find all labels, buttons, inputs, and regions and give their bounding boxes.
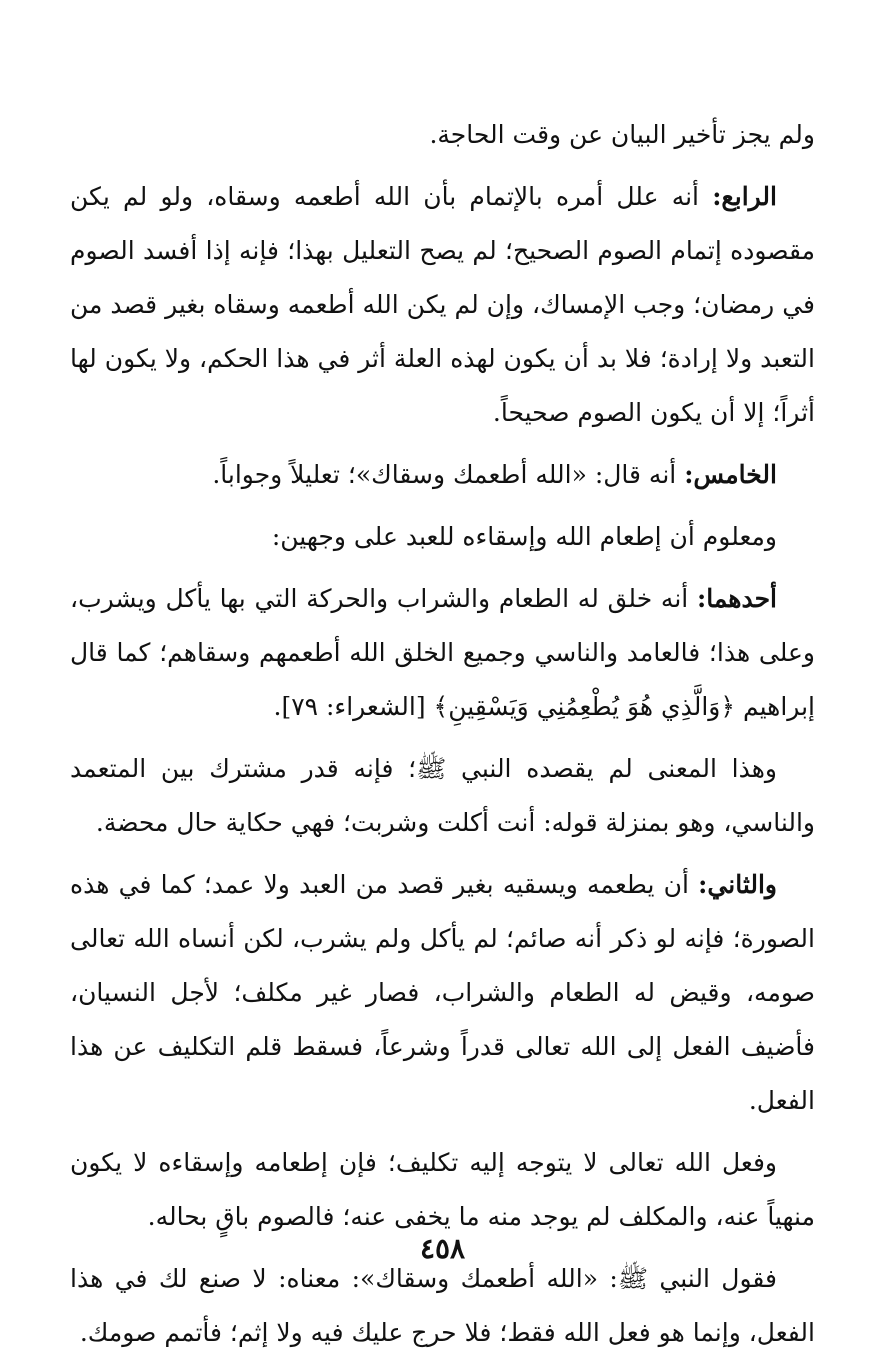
page-number: ٤٥٨ — [419, 1232, 466, 1265]
paragraph-2 — [70, 170, 815, 440]
paragraph-5-text: أنه خلق له الطعام والشراب والحركة التي بها يأكل ويشرب، وعلى هذا؛ فالعامد والناسي وجميع الخلق الله أطعمهم وسقاهم؛ كما قال إبراهيم ﴿وَالَّذِي هُوَ يُطْعِمُنِي وَيَسْقِينِ﴾ [الشعراء: ٧٩]. — [70, 584, 815, 721]
paragraph-9-text: فقول النبي ﷺ: «الله أطعمك وسقاك»: معناه: لا صنع لك في هذا الفعل، وإنما هو فعل الله فقط؛ فلا حرج عليك فيه ولا إثم؛ فأتمم صومك. — [70, 1264, 815, 1347]
paragraph-7-lead: والثاني: — [698, 870, 777, 899]
paragraph-1 — [70, 108, 815, 162]
paragraph-2-text: أنه علل أمره بالإتمام بأن الله أطعمه وسقاه، ولو لم يكن مقصوده إتمام الصوم الصحيح؛ لم يصح التعليل بهذا؛ فإنه إذا أفسد الصوم في رمضان؛ وجب الإمساك، وإن لم يكن الله أطعمه وسقاه بغير قصد من التعبد ولا إرادة؛ فلا بد أن يكون لهذه العلة أثر في هذا الحكم، ولا يكون لها أثراً؛ إلا أن يكون الصوم صحيحاً. — [70, 182, 815, 427]
paragraph-3-text: أنه قال: «الله أطعمك وسقاك»؛ تعليلاً وجواباً. — [212, 460, 685, 489]
paragraph-8-text: وفعل الله تعالى لا يتوجه إليه تكليف؛ فإن إطعامه وإسقاءه لا يكون منهياً عنه، والمكلف لم يوجد منه ما يخفى عنه؛ فالصوم باقٍ بحاله. — [70, 1148, 815, 1231]
paragraph-4 — [70, 510, 815, 564]
paragraph-5-lead: أحدهما: — [696, 584, 777, 613]
paragraph-6 — [70, 742, 815, 850]
paragraph-6-text: وهذا المعنى لم يقصده النبي ﷺ؛ فإنه قدر مشترك بين المتعمد والناسي، وهو بمنزلة قوله: أنت أكلت وشربت؛ فهي حكاية حال محضة. — [70, 754, 815, 837]
paragraph-9 — [70, 1252, 815, 1360]
paragraph-7 — [70, 858, 815, 1128]
paragraph-1-text: ولم يجز تأخير البيان عن وقت الحاجة. — [429, 120, 815, 149]
paragraph-7-text: أن يطعمه ويسقيه بغير قصد من العبد ولا عمد؛ كما في هذه الصورة؛ فإنه لو ذكر أنه صائم؛ لم يأكل ولم يشرب، لكن أنساه الله تعالى صومه، وقيض له الطعام والشراب، فصار غير مكلف؛ لأجل النسيان، فأضيف الفعل إلى الله تعالى قدراً وشرعاً، فسقط قلم التكليف عن هذا الفعل. — [70, 870, 815, 1115]
paragraph-2-lead: الرابع: — [712, 182, 777, 211]
paragraph-3 — [70, 448, 815, 502]
paragraph-5 — [70, 572, 815, 734]
paragraph-8 — [70, 1136, 815, 1244]
paragraph-4-text: ومعلوم أن إطعام الله وإسقاءه للعبد على وجهين: — [271, 522, 777, 551]
paragraph-3-lead: الخامس: — [684, 460, 777, 489]
